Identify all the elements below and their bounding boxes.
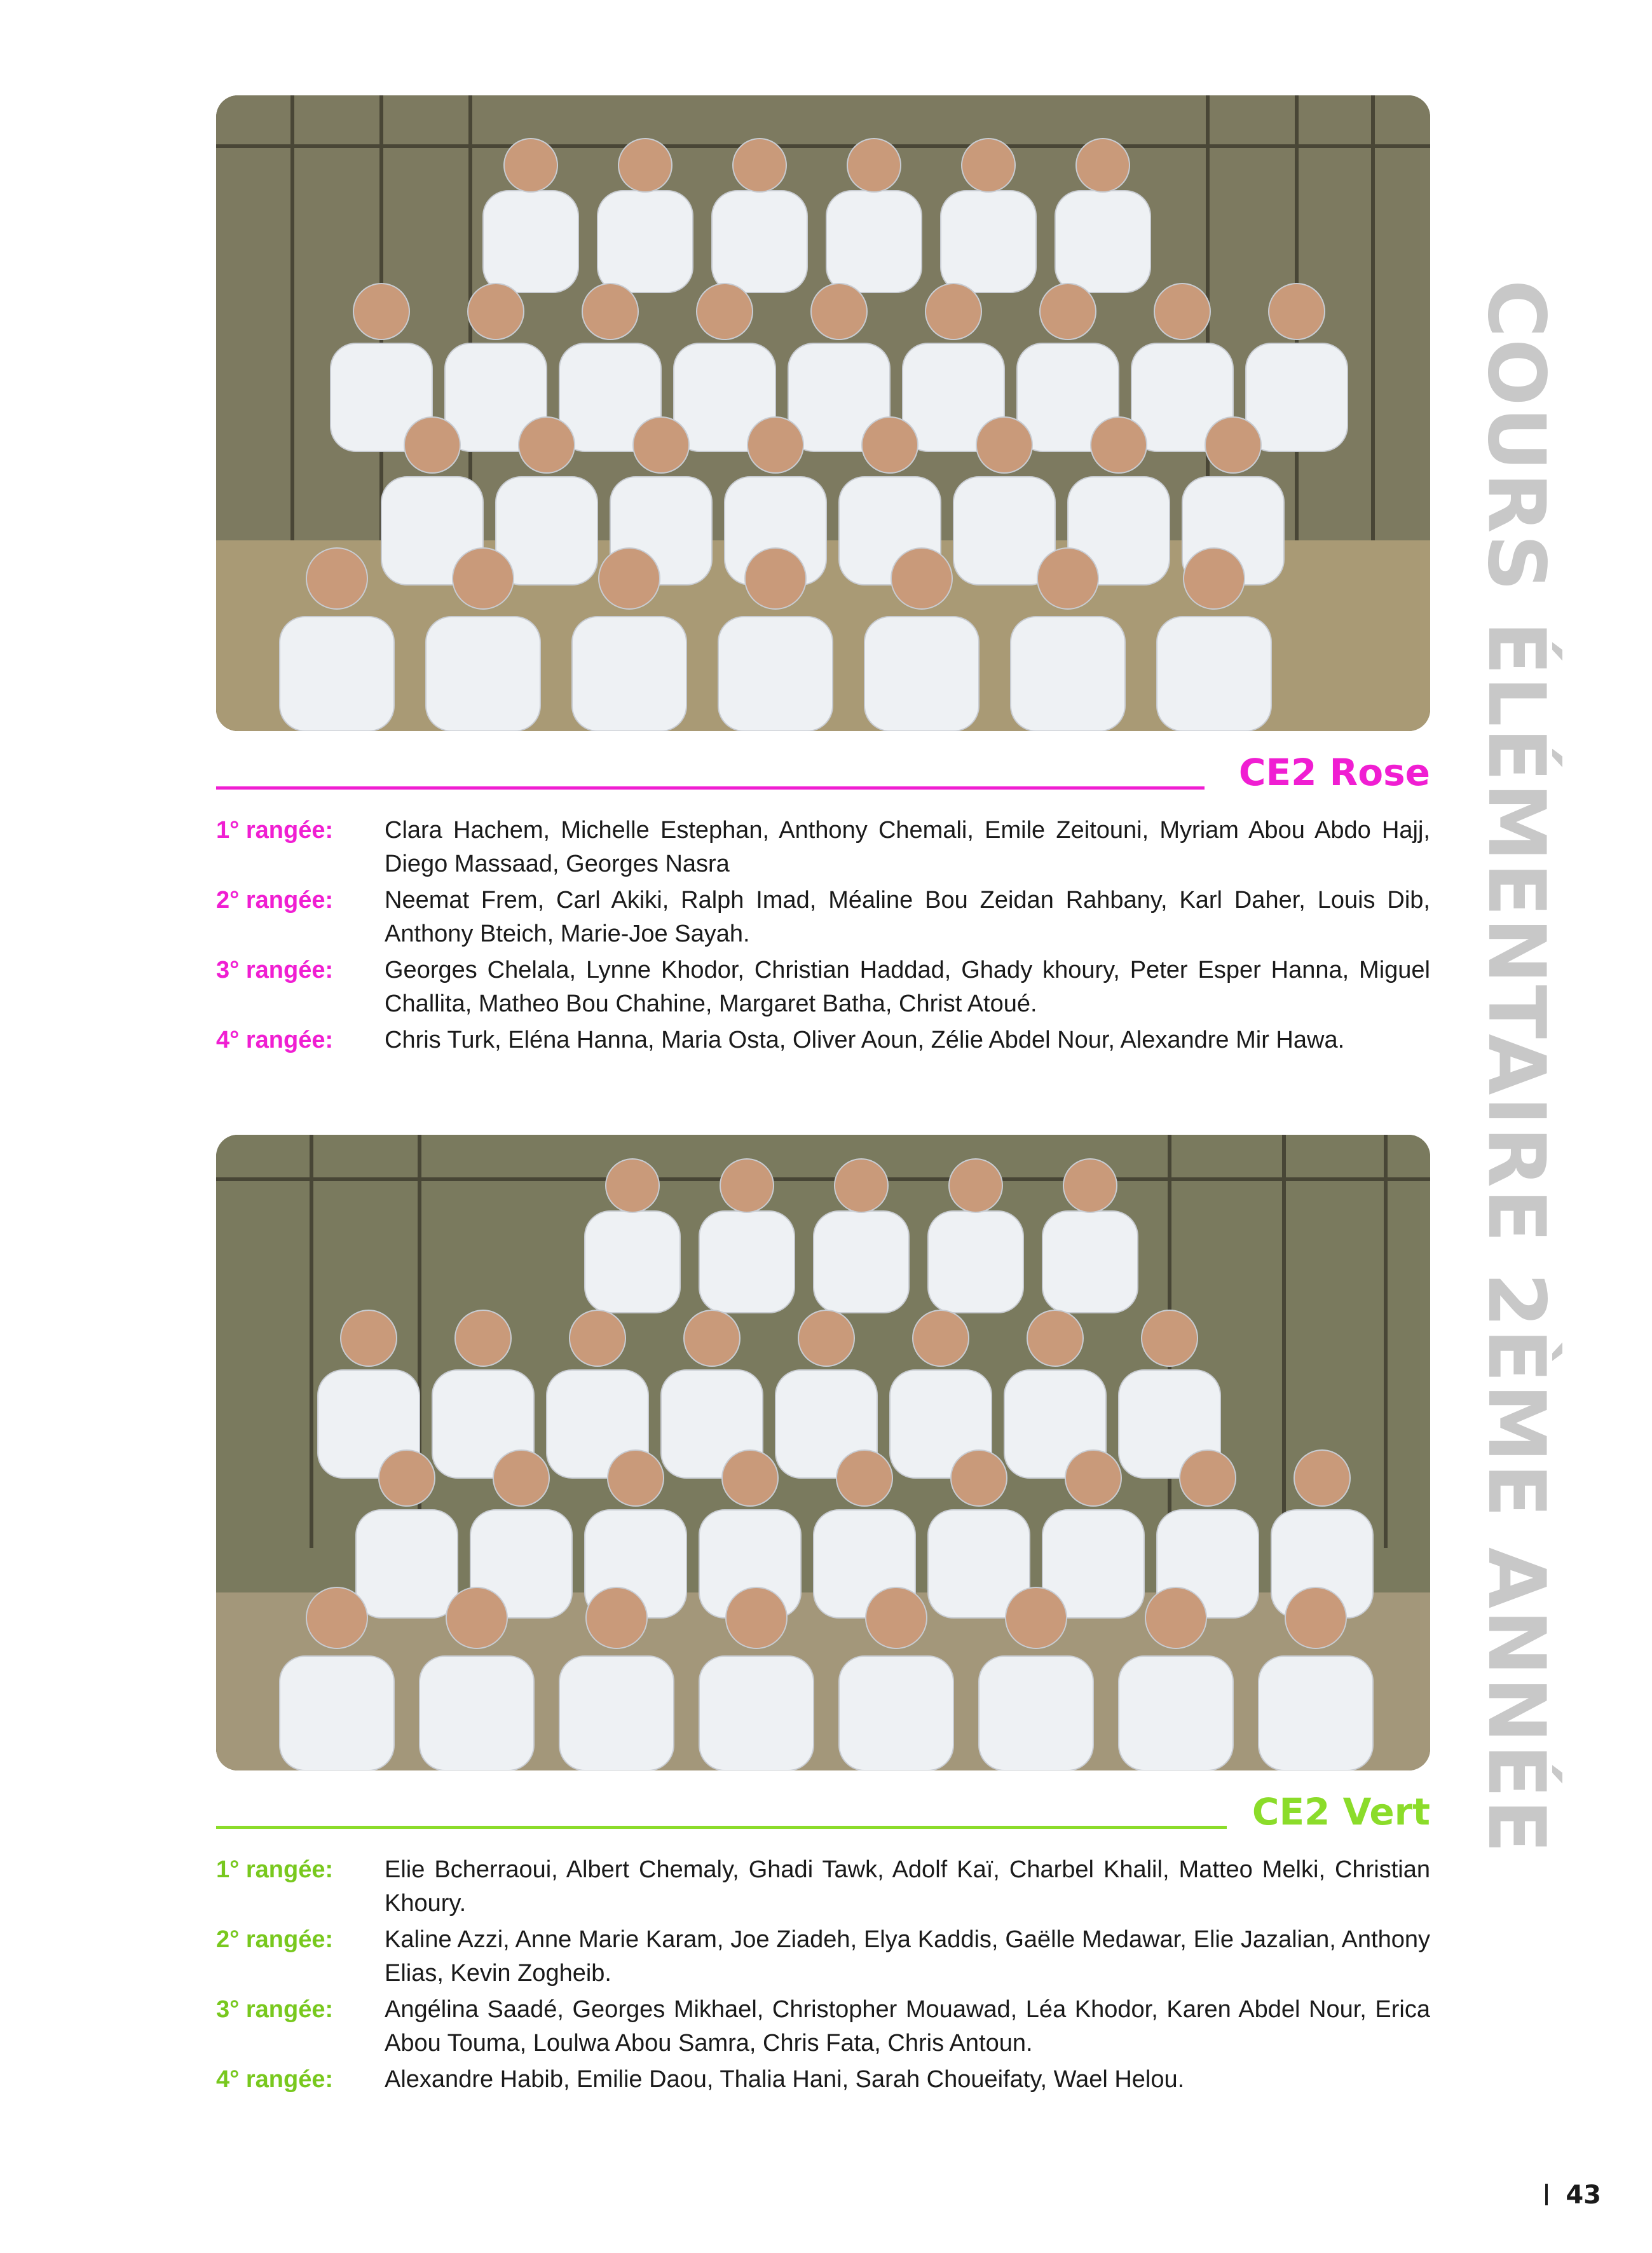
row-label: 2° rangée:: [216, 1926, 334, 1953]
class-photo-icon: [216, 1135, 1430, 1770]
row-names: Elie Bcherraoui, Albert Chemaly, Ghadi Tawk, Adolf Kaï, Charbel Khalil, Matteo Melki, Christian Khoury.: [385, 1856, 1430, 1917]
list-item: [216, 814, 1430, 881]
list-item: [216, 1923, 1430, 1990]
row-names: Angélina Saadé, Georges Mikhael, Christopher Mouawad, Léa Khodor, Karen Abdel Nour, Erica Abou Touma, Loulwa Abou Samra, Chris Fata, Chris Antoun.: [385, 1996, 1430, 2057]
class-title: CE2 Rose: [1238, 751, 1430, 794]
page-number-text: 43: [1566, 2181, 1601, 2210]
row-names: Kaline Azzi, Anne Marie Karam, Joe Ziadeh, Elya Kaddis, Gaëlle Medawar, Elie Jazalian, Anthony Elias, Kevin Zogheib.: [385, 1926, 1430, 1987]
side-title: COURS ÉLÉMENTAIRE 2ÈME ANNÉE: [1470, 280, 1562, 1854]
page-number: [1545, 2181, 1601, 2210]
row-label: 3° rangée:: [216, 1996, 334, 2023]
list-item: [216, 1024, 1430, 1057]
class-title: CE2 Vert: [1252, 1790, 1430, 1833]
heading-rule: [216, 786, 1205, 790]
row-names: Neemat Frem, Carl Akiki, Ralph Imad, Méaline Bou Zeidan Rahbany, Karl Daher, Louis Dib, Anthony Bteich, Marie-Joe Sayah.: [385, 887, 1430, 947]
heading-rule: [216, 1826, 1227, 1829]
row-label: 4° rangée:: [216, 2066, 334, 2093]
row-label: 1° rangée:: [216, 817, 334, 844]
row-label: 3° rangée:: [216, 957, 334, 983]
class-photo-ce2-vert: [216, 1135, 1430, 1770]
class-photo-icon: [216, 95, 1430, 731]
class-rows-ce2-rose: [216, 814, 1430, 1060]
list-item: [216, 954, 1430, 1021]
class-photo-ce2-rose: [216, 95, 1430, 731]
row-label: 2° rangée:: [216, 887, 334, 914]
row-label: 1° rangée:: [216, 1856, 334, 1883]
page-number-divider: [1545, 2184, 1548, 2205]
list-item: [216, 884, 1430, 951]
class-heading-ce2-rose: [216, 750, 1430, 795]
row-label: 4° rangée:: [216, 1027, 334, 1053]
list-item: [216, 1993, 1430, 2060]
list-item: [216, 2063, 1430, 2097]
list-item: [216, 1853, 1430, 1921]
class-rows-ce2-vert: [216, 1853, 1430, 2099]
class-heading-ce2-vert: [216, 1790, 1430, 1834]
row-names: Clara Hachem, Michelle Estephan, Anthony Chemali, Emile Zeitouni, Myriam Abou Abdo Hajj, Diego Massaad, Georges Nasra: [385, 817, 1430, 877]
row-names: Georges Chelala, Lynne Khodor, Christian Haddad, Ghady khoury, Peter Esper Hanna, Miguel Challita, Matheo Bou Chahine, Margaret Batha, Christ Atoué.: [385, 957, 1430, 1017]
row-names: Alexandre Habib, Emilie Daou, Thalia Hani, Sarah Choueifaty, Wael Helou.: [385, 2066, 1185, 2093]
row-names: Chris Turk, Eléna Hanna, Maria Osta, Oliver Aoun, Zélie Abdel Nour, Alexandre Mir Hawa.: [385, 1027, 1345, 1053]
